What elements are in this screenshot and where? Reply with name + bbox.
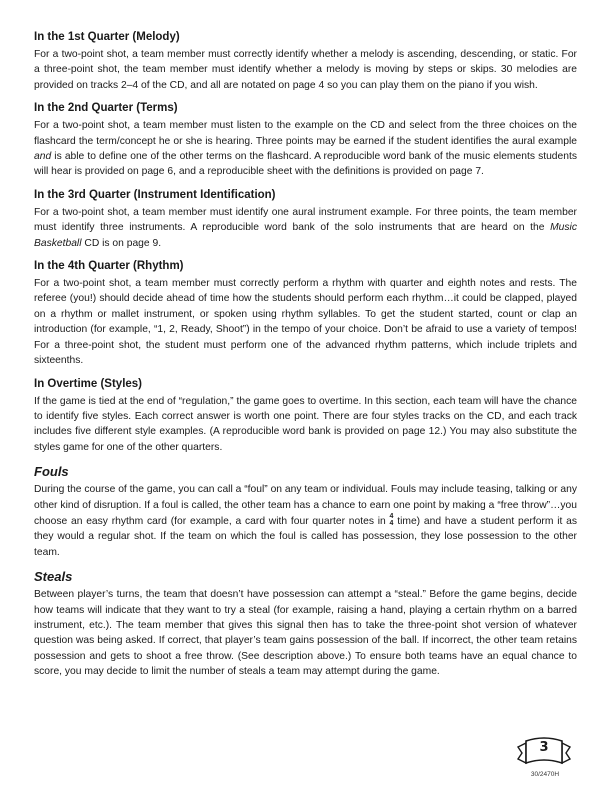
- section-melody: [34, 30, 577, 93]
- cd-title: Music Basketball: [34, 222, 577, 249]
- section-steals: [34, 569, 577, 679]
- time-signature-bottom: 4: [389, 519, 394, 527]
- body-3rd-quarter-a: For a two-point shot, a team member must identify one aural instrument example. For three points, the team member must identify three instruments. A reproducible word bank of the solo instruments that are heard on the: [34, 206, 577, 234]
- section-terms: [34, 101, 577, 180]
- time-signature-top: 4: [389, 512, 394, 520]
- section-fouls: [34, 464, 577, 560]
- body-3rd-quarter: [34, 205, 577, 251]
- body-2nd-quarter-emphasis: and: [34, 151, 52, 163]
- body-overtime: If the game is tied at the end of “regulation,” the game goes to overtime. In this section, each team will have the chance to identify five styles. Each correct answer is worth one point. There are four styles tracks on the CD, and each track includes five different style examples. (A reproducible word bank is provided on page 12.) You may also substitute the styles game for one of the other quarters.: [34, 395, 577, 453]
- heading-steals: Steals: [34, 569, 73, 585]
- body-fouls-a: During the course of the game, you can call a “foul” on any team or individual. Fouls may include teasing, talking or any other kind of disruption. If a foul is called, the other team has a chance to earn one point by making a “free throw”…you choose an easy rhythm card (for example, a card with four quarter notes in: [34, 484, 577, 527]
- heading-overtime: In Overtime (Styles): [34, 377, 143, 390]
- catalog-code: 30/2470H: [530, 771, 560, 778]
- body-4th-quarter: For a two-point shot, a team member must correctly perform a rhythm with quarter and eighth notes and rests. The referee (you!) should decide ahead of time how the students should perform each rhythm…it could be clapped, played on a rhythm or mallet instrument, or spoken using rhythm syllables. To get the student started, count or clap an introduction (for example, “1, 2, Ready, Shoot”) in the tempo of your choice. Don’t be afraid to use a variety of tempos! For a three-point shot, the student must perform one of the advanced rhythm patterns, which include triplets and sixteenths.: [34, 278, 577, 367]
- section-rhythm: [34, 259, 577, 368]
- page-number-badge: [514, 733, 574, 773]
- body-1st-quarter: For a two-point shot, a team member must correctly identify whether a melody is ascending, descending, or static. For a three-point shot, the team member must identify whether a melody is moving by steps or skips. 30 melodies are provided on tracks 2–4 of the CD, and all are notated on page 4 so you can play them on the piano if you wish.: [34, 49, 577, 91]
- body-3rd-quarter-b: CD is on page 9.: [81, 237, 162, 249]
- body-2nd-quarter-b: is able to define one of the other terms on the flashcard. A reproducible word bank of the music elements students will hear is provided on page 6, and a reproducible sheet with the definitions is provided on page 7.: [34, 151, 577, 178]
- heading-3rd-quarter: In the 3rd Quarter (Instrument Identification): [34, 188, 276, 201]
- page-content: [34, 30, 577, 688]
- body-fouls: [34, 482, 577, 560]
- heading-2nd-quarter: In the 2nd Quarter (Terms): [34, 102, 178, 115]
- body-2nd-quarter: [34, 118, 577, 180]
- heading-4th-quarter: In the 4th Quarter (Rhythm): [34, 260, 184, 273]
- body-2nd-quarter-a: For a two-point shot, a team member must listen to the example on the CD and select from the three choices on the flashcard the term/concept he or she is hearing. Three points may be earned if the student identifies the aural example: [34, 120, 577, 147]
- page-number: 3: [539, 740, 549, 755]
- section-overtime: [34, 377, 577, 456]
- body-steals: Between player’s turns, the team that doesn’t have possession can attempt a “steal.” Before the game begins, decide how teams will indicate that they want to try a steal (for example, raising a hand, playing a certain rhythm on a barred instrument, etc.). The team member that gives this signal then has to take the three-point shot version of whatever question was being asked. If correct, that player’s team gains possession of the ball. If incorrect, the other team retains possession and gets to shoot a free throw. (See description above.) To ensure both teams have an equal chance to score, you may decide to limit the number of steals a team may attempt during the game.: [34, 589, 577, 678]
- section-instruments: [34, 188, 577, 251]
- heading-1st-quarter: In the 1st Quarter (Melody): [34, 31, 180, 43]
- body-fouls-b: time) and have a student perform it as they would a regular shot. If the team on which the foul is called has possession, they lose possession to the other team.: [34, 515, 577, 558]
- heading-fouls: Fouls: [34, 464, 69, 480]
